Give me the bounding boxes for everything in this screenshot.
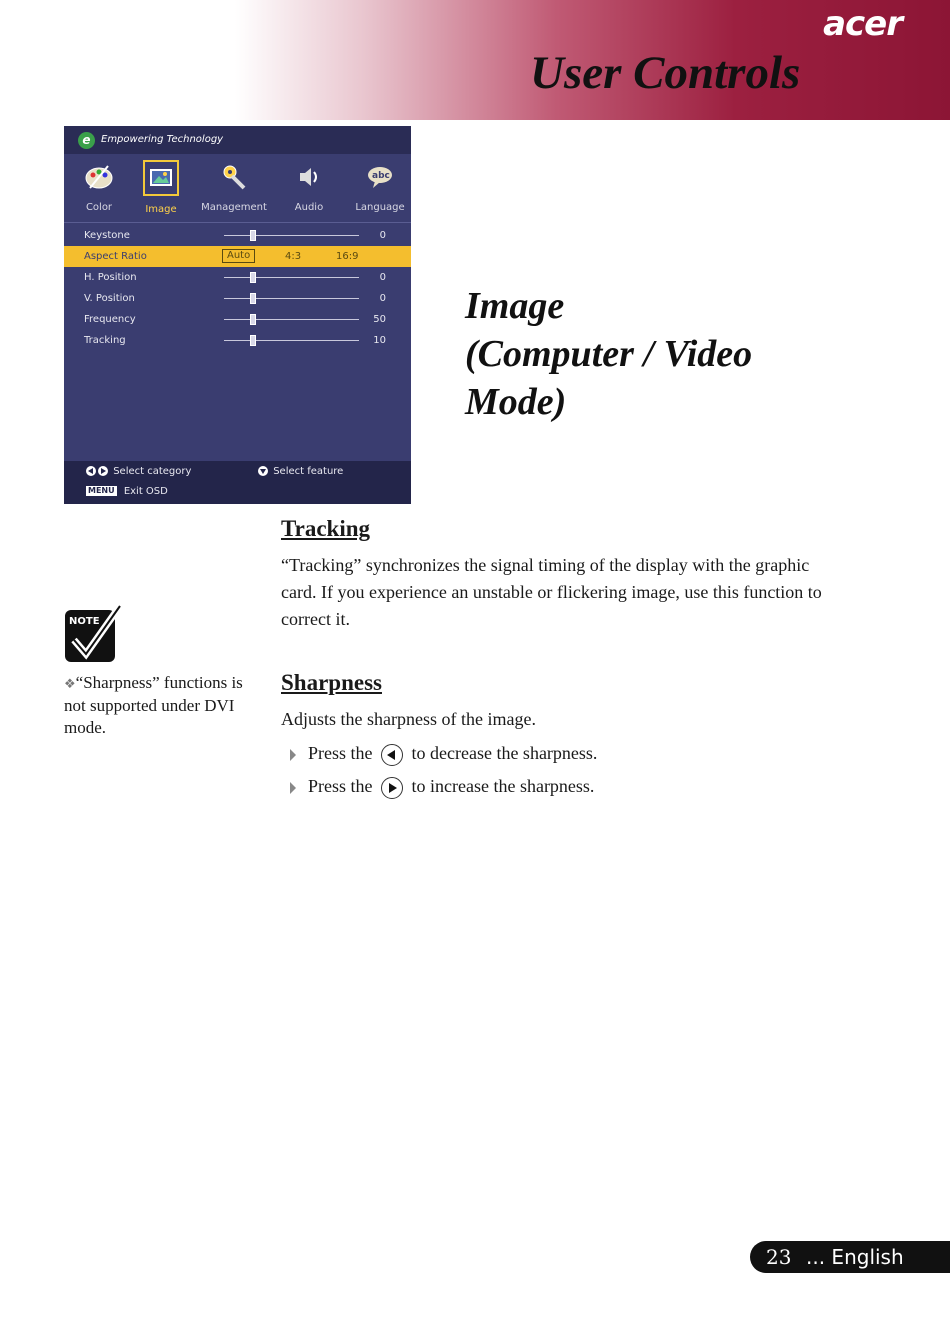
osd-hint-select-feature: [258, 466, 343, 477]
bullet-text: Press the: [308, 743, 373, 763]
note-text-block: [64, 672, 259, 739]
wrench-gear-icon: [217, 160, 251, 194]
osd-row-frequency[interactable]: [64, 309, 411, 330]
osd-tab-label: Color: [85, 202, 113, 213]
section-title-line: Mode): [465, 381, 567, 423]
osd-row-label: H. Position: [84, 272, 137, 283]
image-icon: [143, 160, 179, 196]
osd-hint-label: Select category: [113, 466, 192, 477]
osd-row-v-position[interactable]: [64, 288, 411, 309]
osd-tab-language[interactable]: [345, 156, 411, 216]
slider-thumb[interactable]: [250, 335, 256, 346]
palette-icon: [82, 160, 116, 194]
svg-text:abc: abc: [372, 171, 390, 181]
right-button-icon: [381, 777, 403, 799]
slider-track: [224, 298, 359, 299]
sharpness-description: Adjusts the sharpness of the image.: [281, 709, 536, 729]
page-title: User Controls: [530, 47, 801, 99]
osd-row-keystone[interactable]: [64, 225, 411, 246]
note-icon-label: NOTE: [69, 616, 100, 627]
osd-tab-management[interactable]: [199, 156, 269, 216]
osd-row-label: Keystone: [84, 230, 130, 241]
section-title-line: Image: [465, 285, 565, 327]
osd-category-bar: [64, 156, 411, 220]
slider-track: [224, 277, 359, 278]
page-number: 23: [766, 1245, 792, 1269]
sharpness-bullet-increase: [290, 774, 594, 799]
note-icon: [64, 602, 126, 664]
left-arrow-icon: [86, 466, 96, 476]
osd-row-value: 50: [373, 314, 386, 325]
slider-track: [224, 235, 359, 236]
bullet-text: to decrease the sharpness.: [411, 743, 598, 763]
page-footer: [750, 1241, 950, 1273]
osd-footer: [64, 461, 411, 504]
osd-top-bar: [64, 126, 411, 154]
slider-thumb[interactable]: [250, 230, 256, 241]
bullet-arrow-icon: [290, 782, 296, 794]
section-title: [465, 282, 825, 426]
osd-hint-select-category: [86, 466, 191, 477]
osd-row-value: 0: [379, 272, 386, 283]
down-arrow-icon: [258, 466, 268, 476]
slider-track: [224, 319, 359, 320]
osd-row-value: 10: [373, 335, 386, 346]
slider-thumb[interactable]: [250, 272, 256, 283]
sharpness-heading: Sharpness: [281, 670, 382, 695]
osd-menu-screenshot: [64, 126, 411, 504]
osd-row-label: Frequency: [84, 314, 136, 325]
osd-row-value: 0: [379, 293, 386, 304]
osd-hint-label: Exit OSD: [123, 486, 168, 497]
osd-row-label: Tracking: [84, 335, 126, 346]
aspect-option-4-3[interactable]: 4:3: [285, 251, 302, 262]
empowering-logo-icon: e: [78, 132, 95, 149]
osd-tab-label: Language: [355, 202, 405, 213]
aspect-option-16-9[interactable]: 16:9: [336, 251, 359, 262]
osd-row-label: Aspect Ratio: [84, 251, 147, 262]
osd-row-value: 0: [379, 230, 386, 241]
abc-bubble-icon: [363, 160, 397, 194]
brand-logo: acer: [823, 4, 902, 44]
slider-thumb[interactable]: [250, 293, 256, 304]
slider-track: [224, 340, 359, 341]
osd-tab-image[interactable]: [126, 156, 196, 216]
aspect-option-auto[interactable]: Auto: [222, 249, 255, 263]
tracking-description: “Tracking” synchronizes the signal timing of the display with the graphic card. If you experience an unstable or flickering image, use this function to correct it.: [281, 555, 822, 629]
left-button-icon: [381, 744, 403, 766]
sharpness-bullet-decrease: [290, 741, 597, 766]
speaker-icon: [292, 160, 326, 194]
osd-tab-audio[interactable]: [274, 156, 344, 216]
osd-tab-label: Image: [145, 204, 177, 215]
osd-row-tracking[interactable]: [64, 330, 411, 351]
right-arrow-icon: [98, 466, 108, 476]
tracking-heading: Tracking: [281, 516, 371, 541]
osd-tab-color[interactable]: [64, 156, 134, 216]
bullet-text: to increase the sharpness.: [411, 776, 595, 796]
osd-tagline: Empowering Technology: [101, 134, 224, 145]
bullet-text: Press the: [308, 776, 373, 796]
osd-hint-exit: [86, 486, 168, 497]
osd-row-aspect-ratio[interactable]: [64, 246, 411, 267]
menu-key-icon: MENU: [88, 486, 115, 495]
osd-settings-list: [64, 225, 411, 351]
osd-hint-label: Select feature: [273, 466, 344, 477]
osd-row-label: V. Position: [84, 293, 135, 304]
osd-row-h-position[interactable]: [64, 267, 411, 288]
osd-tab-label: Management: [201, 202, 267, 213]
diamond-bullet-icon: ❖: [64, 676, 76, 691]
note-text: “Sharpness” functions is not supported under DVI mode.: [64, 673, 243, 737]
section-title-line: (Computer / Video: [465, 333, 753, 375]
footer-language: ... English: [806, 1245, 904, 1269]
osd-divider: [64, 222, 411, 223]
osd-tab-label: Audio: [294, 202, 324, 213]
slider-thumb[interactable]: [250, 314, 256, 325]
bullet-arrow-icon: [290, 749, 296, 761]
